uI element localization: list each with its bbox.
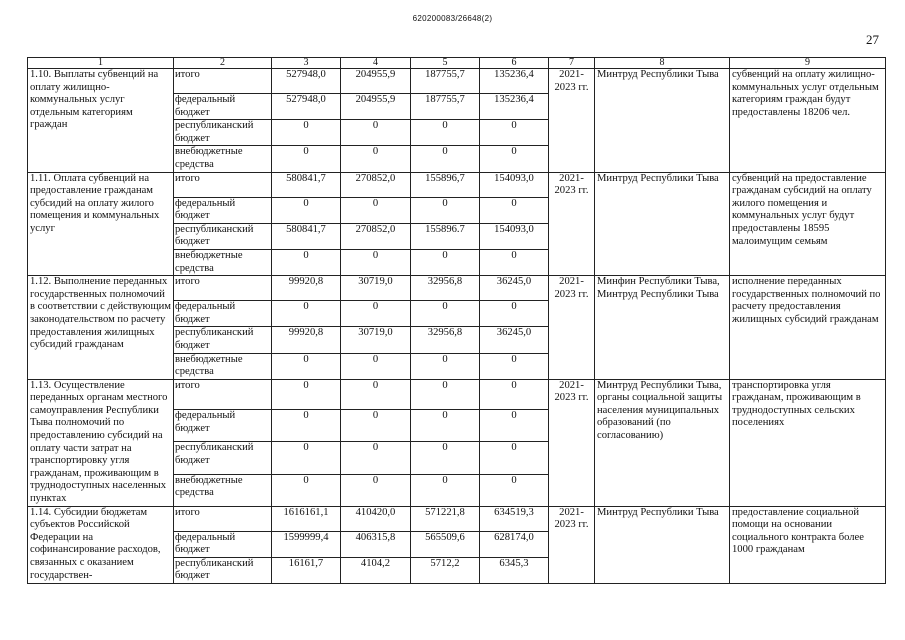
period-cell: 2021-2023 гг. bbox=[549, 506, 595, 583]
amount-cell: 0 bbox=[272, 197, 341, 223]
amount-cell: 0 bbox=[272, 442, 341, 474]
header-cell: 4 bbox=[341, 58, 411, 69]
amount-cell: 6345,3 bbox=[480, 557, 549, 583]
amount-cell: 0 bbox=[272, 301, 341, 327]
header-row bbox=[28, 58, 886, 69]
amount-cell: 16161,7 bbox=[272, 557, 341, 583]
measure-name-cell: 1.14. Субсидии бюджетам субъектов Российской Федерации на софинансирование расходов, связанных с оказанием государствен- bbox=[28, 506, 174, 583]
period-cell: 2021-2023 гг. bbox=[549, 379, 595, 506]
amount-cell: 0 bbox=[341, 249, 411, 275]
document-id: 620200083/26648(2) bbox=[412, 14, 493, 23]
header-cell: 2 bbox=[174, 58, 272, 69]
amount-cell: 0 bbox=[272, 379, 341, 410]
funding-source-cell: итого bbox=[174, 69, 272, 94]
funding-source-cell: внебюджетные средства bbox=[174, 146, 272, 172]
funding-source-cell: республиканский бюджет bbox=[174, 442, 272, 474]
amount-cell: 580841,7 bbox=[272, 223, 341, 249]
amount-cell: 0 bbox=[272, 353, 341, 379]
amount-cell: 270852,0 bbox=[341, 172, 411, 197]
amount-cell: 0 bbox=[341, 146, 411, 172]
amount-cell: 0 bbox=[411, 410, 480, 442]
header-cell: 7 bbox=[549, 58, 595, 69]
amount-cell: 628174,0 bbox=[480, 531, 549, 557]
amount-cell: 0 bbox=[341, 474, 411, 506]
amount-cell: 0 bbox=[411, 120, 480, 146]
amount-cell: 99920,8 bbox=[272, 276, 341, 301]
amount-cell: 36245,0 bbox=[480, 276, 549, 301]
amount-cell: 187755,7 bbox=[411, 69, 480, 94]
responsible-cell: Минфин Республики Тыва, Минтруд Республики Тыва bbox=[595, 276, 730, 380]
result-cell: предоставление социальной помощи на основании социального контракта более 1000 гражданам bbox=[730, 506, 886, 583]
amount-cell: 154093,0 bbox=[480, 172, 549, 197]
amount-cell: 0 bbox=[272, 249, 341, 275]
amount-cell: 30719,0 bbox=[341, 327, 411, 353]
amount-cell: 1599999,4 bbox=[272, 531, 341, 557]
funding-source-cell: республиканский бюджет bbox=[174, 327, 272, 353]
funding-source-cell: республиканский бюджет bbox=[174, 223, 272, 249]
amount-cell: 0 bbox=[341, 410, 411, 442]
table-row bbox=[28, 276, 886, 301]
period-cell: 2021-2023 гг. bbox=[549, 69, 595, 173]
responsible-cell: Минтруд Республики Тыва, органы социальной защиты населения муниципальных образований (по согласованию) bbox=[595, 379, 730, 506]
amount-cell: 527948,0 bbox=[272, 94, 341, 120]
amount-cell: 0 bbox=[411, 474, 480, 506]
period-cell: 2021-2023 гг. bbox=[549, 276, 595, 380]
amount-cell: 634519,3 bbox=[480, 506, 549, 531]
header-cell: 9 bbox=[730, 58, 886, 69]
amount-cell: 0 bbox=[411, 442, 480, 474]
funding-source-cell: итого bbox=[174, 506, 272, 531]
funding-source-cell: внебюджетные средства bbox=[174, 474, 272, 506]
measure-name-cell: 1.11. Оплата субвенций на предоставление гражданам субсидий на оплату жилого помещения и коммунальных услуг bbox=[28, 172, 174, 276]
amount-cell: 0 bbox=[480, 120, 549, 146]
measure-name-cell: 1.13. Осуществление переданных органам местного самоуправления Республики Тыва полномочий по предоставлению субсидий на оплату части затрат на транспортировку угля гражданам, проживающим в труднодоступных населенных пунктах bbox=[28, 379, 174, 506]
result-cell: транспортировка угля гражданам, проживающим в труднодоступных сельских поселениях bbox=[730, 379, 886, 506]
table-row bbox=[28, 379, 886, 410]
header-cell: 6 bbox=[480, 58, 549, 69]
funding-source-cell: федеральный бюджет bbox=[174, 301, 272, 327]
amount-cell: 0 bbox=[411, 249, 480, 275]
amount-cell: 0 bbox=[480, 353, 549, 379]
amount-cell: 0 bbox=[480, 301, 549, 327]
amount-cell: 0 bbox=[411, 197, 480, 223]
header-cell: 8 bbox=[595, 58, 730, 69]
amount-cell: 135236,4 bbox=[480, 69, 549, 94]
amount-cell: 0 bbox=[411, 353, 480, 379]
funding-source-cell: федеральный бюджет bbox=[174, 94, 272, 120]
amount-cell: 0 bbox=[341, 301, 411, 327]
amount-cell: 4104,2 bbox=[341, 557, 411, 583]
amount-cell: 527948,0 bbox=[272, 69, 341, 94]
amount-cell: 0 bbox=[411, 146, 480, 172]
responsible-cell: Минтруд Республики Тыва bbox=[595, 69, 730, 173]
header-cell: 5 bbox=[411, 58, 480, 69]
amount-cell: 0 bbox=[272, 410, 341, 442]
amount-cell: 0 bbox=[341, 353, 411, 379]
amount-cell: 204955,9 bbox=[341, 94, 411, 120]
amount-cell: 5712,2 bbox=[411, 557, 480, 583]
amount-cell: 0 bbox=[341, 442, 411, 474]
funding-source-cell: республиканский бюджет bbox=[174, 120, 272, 146]
amount-cell: 410420,0 bbox=[341, 506, 411, 531]
amount-cell: 0 bbox=[272, 120, 341, 146]
funding-source-cell: федеральный бюджет bbox=[174, 410, 272, 442]
program-table bbox=[27, 57, 886, 584]
amount-cell: 0 bbox=[272, 474, 341, 506]
funding-source-cell: республиканский бюджет bbox=[174, 557, 272, 583]
table-row bbox=[28, 172, 886, 197]
funding-source-cell: федеральный бюджет bbox=[174, 531, 272, 557]
funding-source-cell: итого bbox=[174, 172, 272, 197]
amount-cell: 0 bbox=[411, 379, 480, 410]
amount-cell: 0 bbox=[480, 410, 549, 442]
funding-source-cell: итого bbox=[174, 276, 272, 301]
amount-cell: 580841,7 bbox=[272, 172, 341, 197]
amount-cell: 36245,0 bbox=[480, 327, 549, 353]
amount-cell: 154093,0 bbox=[480, 223, 549, 249]
amount-cell: 32956,8 bbox=[411, 276, 480, 301]
amount-cell: 99920,8 bbox=[272, 327, 341, 353]
amount-cell: 571221,8 bbox=[411, 506, 480, 531]
amount-cell: 406315,8 bbox=[341, 531, 411, 557]
result-cell: исполнение переданных государственных полномочий по расчету предоставления жилищных субсидий гражданам bbox=[730, 276, 886, 380]
period-cell: 2021-2023 гг. bbox=[549, 172, 595, 276]
funding-source-cell: внебюджетные средства bbox=[174, 249, 272, 275]
amount-cell: 1616161,1 bbox=[272, 506, 341, 531]
measure-name-cell: 1.12. Выполнение переданных государственных полномочий в соответствии с действующим законодательством по расчету предоставления жилищных субсидий гражданам bbox=[28, 276, 174, 380]
amount-cell: 0 bbox=[341, 197, 411, 223]
amount-cell: 0 bbox=[480, 442, 549, 474]
amount-cell: 0 bbox=[480, 249, 549, 275]
responsible-cell: Минтруд Республики Тыва bbox=[595, 172, 730, 276]
amount-cell: 0 bbox=[341, 379, 411, 410]
funding-source-cell: итого bbox=[174, 379, 272, 410]
funding-source-cell: федеральный бюджет bbox=[174, 197, 272, 223]
amount-cell: 204955,9 bbox=[341, 69, 411, 94]
amount-cell: 187755,7 bbox=[411, 94, 480, 120]
result-cell: субвенций на оплату жилищно-коммунальных услуг отдельным категориям граждан будут предоставлены 18206 чел. bbox=[730, 69, 886, 173]
measure-name-cell: 1.10. Выплаты субвенций на оплату жилищно-коммунальных услуг отдельным категориям граждан bbox=[28, 69, 174, 173]
page-number: 27 bbox=[866, 32, 879, 47]
amount-cell: 30719,0 bbox=[341, 276, 411, 301]
amount-cell: 0 bbox=[480, 379, 549, 410]
funding-source-cell: внебюджетные средства bbox=[174, 353, 272, 379]
amount-cell: 565509,6 bbox=[411, 531, 480, 557]
amount-cell: 0 bbox=[341, 120, 411, 146]
amount-cell: 32956,8 bbox=[411, 327, 480, 353]
amount-cell: 0 bbox=[411, 301, 480, 327]
amount-cell: 135236,4 bbox=[480, 94, 549, 120]
table-row bbox=[28, 69, 886, 94]
amount-cell: 0 bbox=[480, 197, 549, 223]
amount-cell: 155896.7 bbox=[411, 223, 480, 249]
amount-cell: 0 bbox=[480, 474, 549, 506]
table-row bbox=[28, 506, 886, 531]
header-cell: 1 bbox=[28, 58, 174, 69]
responsible-cell: Минтруд Республики Тыва bbox=[595, 506, 730, 583]
header-cell: 3 bbox=[272, 58, 341, 69]
amount-cell: 0 bbox=[272, 146, 341, 172]
amount-cell: 155896,7 bbox=[411, 172, 480, 197]
amount-cell: 270852,0 bbox=[341, 223, 411, 249]
amount-cell: 0 bbox=[480, 146, 549, 172]
result-cell: субвенций на предоставление гражданам субсидий на оплату жилого помещения и коммунальных услуг будут предоставлены 18595 малоимущим семьям bbox=[730, 172, 886, 276]
